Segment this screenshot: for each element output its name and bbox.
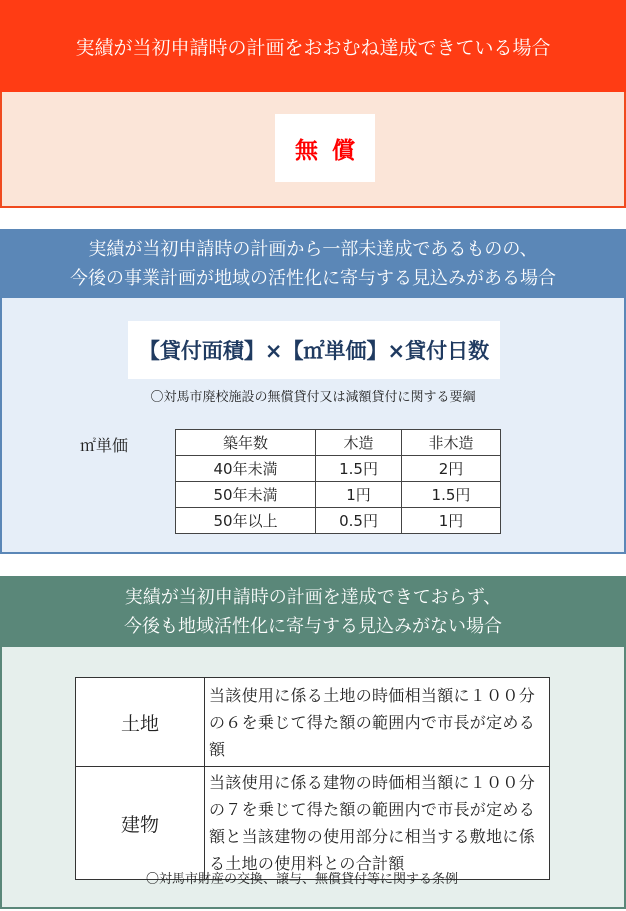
section3-regulation-note: 〇対馬市財産の交換、譲与、無償貸付等に関する条例 — [146, 872, 459, 887]
section1-header — [0, 0, 626, 92]
table-cell: 1.5円 — [401, 482, 500, 508]
table-row — [76, 767, 550, 880]
unit-price-table — [175, 429, 501, 534]
section2-regulation-note: 〇対馬市廃校施設の無償貸付又は減額貸付に関する要綱 — [150, 390, 476, 405]
section2-formula-box — [128, 321, 500, 379]
section2-header — [0, 229, 626, 298]
section2-header-line2: 今後の事業計画が地域の活性化に寄与する見込みがある場合 — [70, 268, 556, 289]
section3-header — [0, 576, 626, 647]
table-row — [176, 456, 501, 482]
table-cell: 1円 — [316, 482, 402, 508]
table-header-row — [176, 430, 501, 456]
table-cell: 0.5円 — [316, 508, 402, 534]
table-header-cell: 築年数 — [176, 430, 316, 456]
section2-header-line1: 実績が当初申請時の計画から一部未達成であるものの、 — [88, 239, 538, 260]
table-row — [76, 678, 550, 767]
table-header-cell: 木造 — [316, 430, 402, 456]
table-description-cell: 当該使用に係る土地の時価相当額に１００分の６を乗じて得た額の範囲内で市長が定める額 — [205, 678, 550, 767]
section2-formula-text: 【貸付面積】×【㎡単価】×貸付日数 — [138, 339, 490, 363]
section3-header-line1: 実績が当初申請時の計画を達成できておらず、 — [124, 587, 502, 608]
table-cell: 40年未満 — [176, 456, 316, 482]
section1-result-box — [275, 114, 375, 182]
unit-price-label: ㎡単価 — [80, 436, 129, 455]
table-cell: 2円 — [401, 456, 500, 482]
usage-fee-table — [75, 677, 550, 880]
section1-header-text: 実績が当初申請時の計画をおおむね達成できている場合 — [75, 36, 551, 59]
table-cell: 1.5円 — [316, 456, 402, 482]
table-row — [176, 482, 501, 508]
table-description-cell: 当該使用に係る建物の時価相当額に１００分の７を乗じて得た額の範囲内で市長が定める額と当該建物の使用部分に相当する敷地に係る土地の使用料との合計額 — [205, 767, 550, 880]
table-cell: 50年以上 — [176, 508, 316, 534]
section1-result-text: 無償 — [295, 137, 369, 164]
table-item-cell: 建物 — [76, 767, 205, 880]
section3-header-line2: 今後も地域活性化に寄与する見込みがない場合 — [124, 616, 502, 637]
table-item-cell: 土地 — [76, 678, 205, 767]
table-header-cell: 非木造 — [401, 430, 500, 456]
table-row — [176, 508, 501, 534]
table-cell: 50年未満 — [176, 482, 316, 508]
table-cell: 1円 — [401, 508, 500, 534]
